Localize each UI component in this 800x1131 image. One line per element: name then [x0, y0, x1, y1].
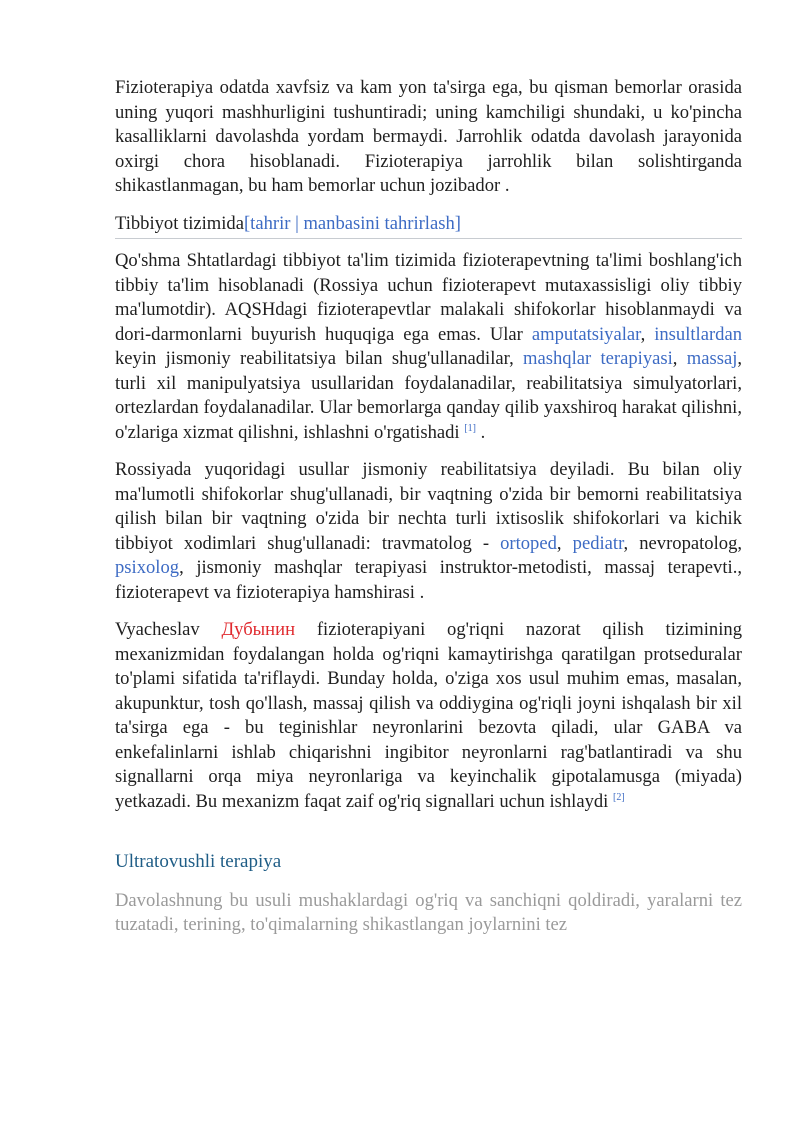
link-pediatrician[interactable]: pediatr [572, 532, 624, 554]
paragraph-dubynin [115, 618, 742, 814]
link-exercise-therapy[interactable]: mashqlar terapiyasi [523, 348, 673, 369]
text-run: keyin jismoniy reabilitatsiya bilan shug'ullanadilar, [115, 348, 524, 369]
text-run: . [475, 421, 486, 443]
paragraph-usa [115, 249, 742, 445]
section-title: Tibbiyot tizimida [115, 212, 244, 234]
text-run: , [556, 532, 573, 554]
text-run: , turli xil manipulyatsiya usullaridan foydalanadilar, reabilitatsiya simulyatorlari, ortezlardan foydalanadilar. Ular bemorlarga qanday qilib yaxshiroq harakat qilishni, o'zlariga xizmat qilishni, ishlashni o'rgatishadi [115, 348, 743, 443]
link-dubynin-missing[interactable]: Дубынин [221, 619, 296, 640]
bracket-close: ] [454, 212, 461, 234]
text-run: , [640, 323, 655, 345]
link-strokes[interactable]: insultlardan [654, 323, 742, 345]
bracket-open: [ [243, 212, 251, 234]
paragraph-safety: Fizioterapiya odatda xavfsiz va kam yon ta'sirga ega, bu qisman bemorlar orasida uning yuqori mashhurligini tushuntiradi; uning kamchiligi shundaki, u ko'pincha kasalliklarni davolashda yordam bermaydi. Jarrohlik odatda davolash jarayonida oxirgi chora hisoblanadi. Fizioterapiya jarrohlik bilan solishtirganda shikastlanmagan, bu ham bemorlar uchun jozibador . [115, 77, 742, 196]
text-run: fizioterapiyani og'riqni nazorat qilish tizimining mexanizmidan foydalangan holda og'riqni kamaytirishga qaratilgan protseduralar to'plami sifatida ta'riflaydi. Bunday holda, o'ziga xos usul muhim emas, masalan, akupunktur, tosh qo'llash, massaj qilish va oddiygina og'riqli joyni ishqalash bir xil ta'sirga ega - bu teginishlar neyronlarini bezovta qiladi, ular GABA va enkefalinlarni ishlab chiqarishni ingibitor neyronlarni rag'batlantiradi va shu signallarni orqa miya neyronlariga va keyinchalik gipotalamusga (miyada) yetkazadi. Bu mexanizm faqat zaif og'riq signallari uchun ishlaydi [115, 619, 742, 812]
paragraph-ultrasound: Davolashnung bu usuli mushaklardagi og'riq va sanchiqni qoldiradi, yaralarni tez tuzatadi, terining, to'qimalarning shikastlangan joylarnini tez [115, 889, 742, 935]
text-run: Qo'shma Shtatlardagi tibbiyot ta'lim tizimida fizioterapevtning ta'limi boshlang'ich tibbiy ta'lim hisoblanadi (Rossiya uchun fizioterapevt mutaxassisligi oliy tibbiy ma'lumotdir). AQSHdagi fizioterapevtlar malakali shifokorlar hisoblanmaydi va dori-darmonlarni buyurish huquqiga ega emas. Ular [115, 250, 742, 345]
article-body [115, 76, 742, 951]
text-run: , nevropatolog, [623, 532, 743, 554]
text-run: Rossiyada yuqoridagi usullar jismoniy reabilitatsiya deyiladi. Bu bilan oliy ma'lumotli shifokorlar shug'ullanadi, bir vaqtning o'zida bir bemorni reabilitatsiya qilish bilan bir vaqtning o'zida bir nechta turli ixtisoslik shifokorlari va kichik tibbiyot xodimlari shug'ullanadi: travmatolog - [115, 459, 742, 554]
section-heading-ultrasound: Ultratovushli terapiya [115, 851, 282, 872]
reference-2[interactable]: [2] [613, 791, 625, 803]
section-heading-medical-system [115, 212, 742, 240]
paragraph-russia [115, 458, 742, 605]
text-run: , jismoniy mashqlar terapiyasi instruktor-metodisti, massaj terapevti., fizioterapevt va fizioterapiya hamshirasi . [115, 557, 742, 603]
link-massage[interactable]: massaj [686, 348, 738, 369]
edit-separator: | [290, 212, 304, 234]
link-amputations[interactable]: amputatsiyalar [531, 323, 641, 345]
text-run: , [672, 348, 687, 369]
link-orthopedist[interactable]: ortoped [500, 532, 557, 554]
edit-link[interactable]: tahrir [250, 212, 291, 234]
edit-source-link[interactable]: manbasini tahrirlash [303, 212, 455, 234]
reference-1[interactable]: [1] [464, 422, 476, 434]
link-psychologist[interactable]: psixolog [115, 557, 180, 578]
text-run: Vyacheslav [115, 619, 222, 640]
